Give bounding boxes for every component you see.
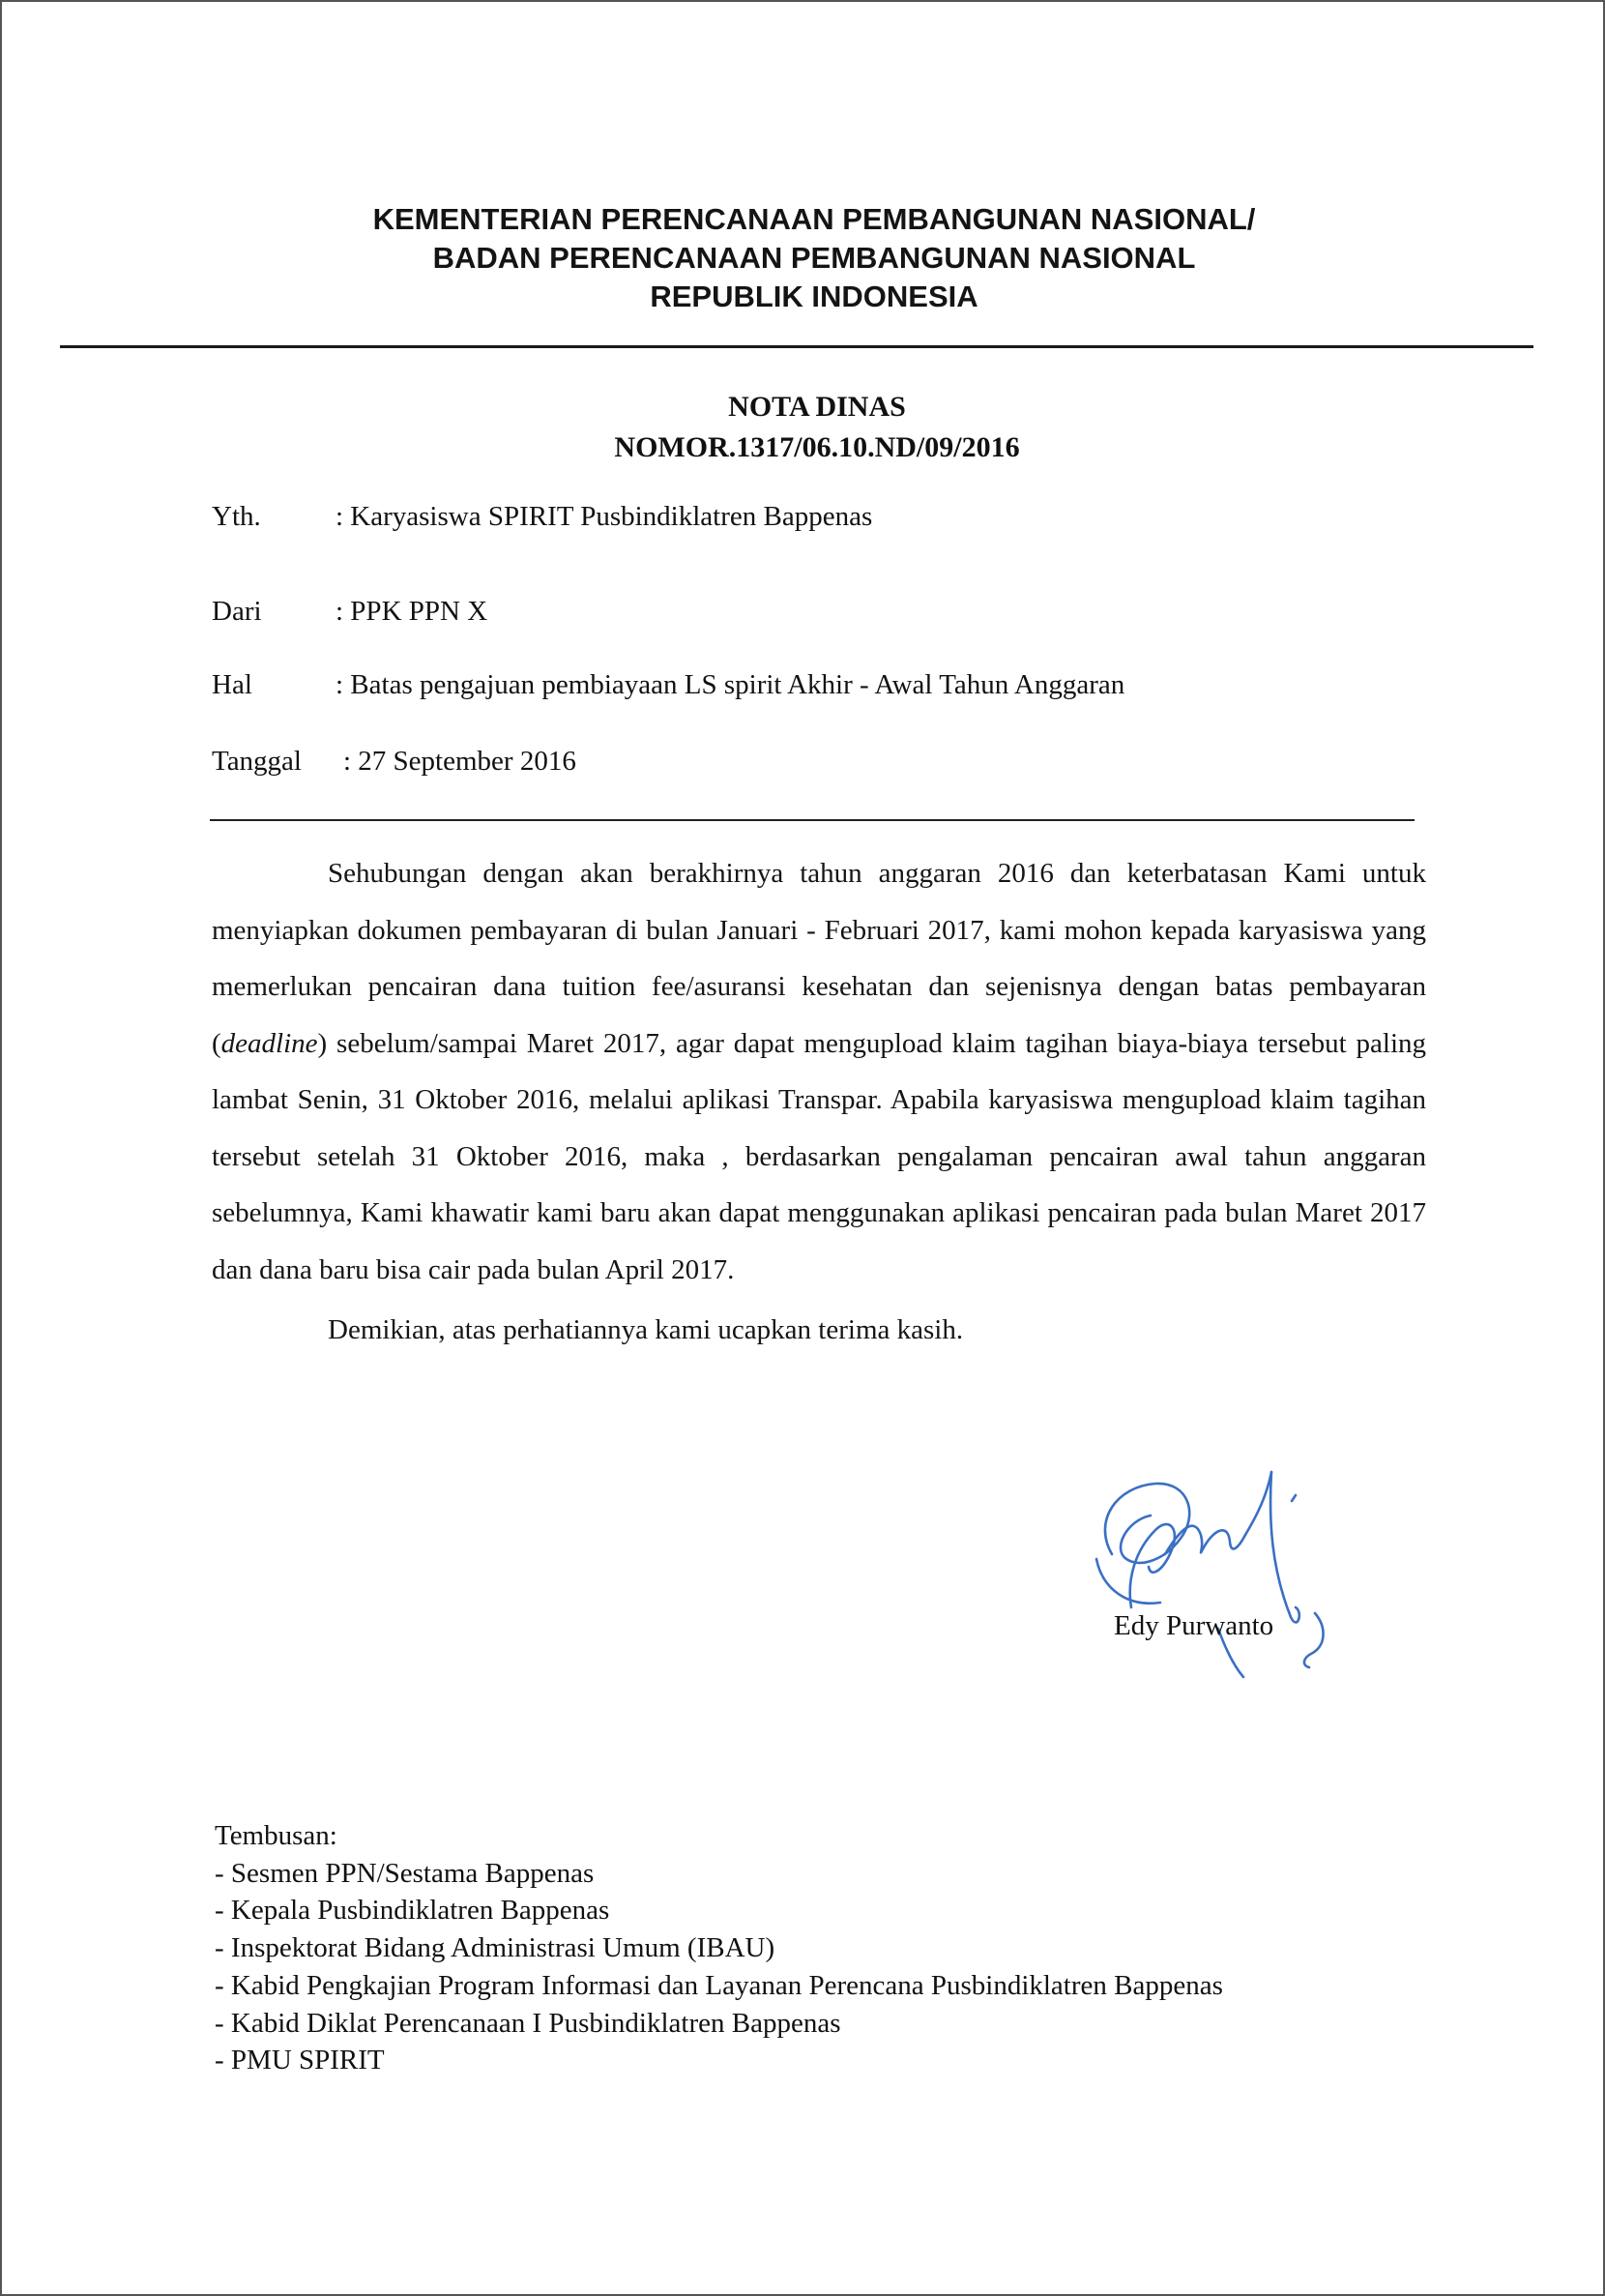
signer-name: Edy Purwanto: [1114, 1610, 1274, 1641]
ministry-header: [2, 200, 1605, 316]
cc-list: [215, 1855, 1223, 2079]
meta-to-label: Yth.: [212, 501, 261, 532]
closing-paragraph: Demikian, atas perhatiannya kami ucapkan terima kasih.: [328, 1314, 964, 1345]
ministry-line-1: KEMENTERIAN PERENCANAAN PEMBANGUNAN NASIONAL/: [372, 202, 1256, 236]
cc-title: Tembusan:: [215, 1820, 337, 1851]
signature-image: [1073, 1462, 1344, 1685]
meta-from-value: : PPK PPN X: [336, 596, 488, 627]
ministry-line-3: REPUBLIK INDONESIA: [650, 280, 978, 313]
body-italic-term: deadline: [220, 1027, 318, 1059]
memo-body: [212, 845, 1426, 1359]
meta-divider: [210, 819, 1415, 821]
body-text-part-1: Sehubungan dengan akan berakhirnya tahun anggaran 2016 dan keterbatasan Kami untuk menyiapkan dokumen pembayaran di bulan Januari - Februari 2017, kami mohon kepada karyasiswa yang memerlukan pencairan dana tuition fee/asuransi kesehatan dan sejenisnya dengan batas pembayaran (: [212, 858, 1426, 1059]
ministry-line-2: BADAN PERENCANAAN PEMBANGUNAN NASIONAL: [432, 241, 1196, 275]
cc-item: - Kabid Diklat Perencanaan I Pusbindiklatren Bappenas: [215, 2007, 841, 2039]
meta-to-value: : Karyasiswa SPIRIT Pusbindiklatren Bappenas: [336, 501, 873, 532]
meta-subject-label: Hal: [212, 669, 252, 700]
cc-item: - Sesmen PPN/Sestama Bappenas: [215, 1857, 595, 1889]
cc-item: - Kabid Pengkajian Program Informasi dan Layanan Perencana Pusbindiklatren Bappenas: [215, 1969, 1223, 2001]
body-text-part-2: ) sebelum/sampai Maret 2017, agar dapat mengupload klaim tagihan biaya-biaya tersebut paling lambat Senin, 31 Oktober 2016, melalui aplikasi Transpar. Apabila karyasiswa mengupload klaim tagihan tersebut setelah 31 Oktober 2016, maka , berdasarkan pengalaman pencairan awal tahun anggaran sebelumnya, Kami khawatir kami baru akan dapat menggunakan aplikasi pencairan pada bulan Maret 2017 dan dana baru bisa cair pada bulan April 2017.: [212, 1027, 1426, 1285]
body-paragraph: [212, 845, 1426, 1298]
memo-number: NOMOR.1317/06.10.ND/09/2016: [614, 431, 1020, 463]
meta-from-label: Dari: [212, 596, 262, 627]
cc-item: - PMU SPIRIT: [215, 2045, 385, 2076]
meta-date-value: : 27 September 2016: [343, 746, 576, 777]
cc-item: - Kepala Pusbindiklatren Bappenas: [215, 1895, 610, 1927]
carbon-copy-section: [215, 1817, 1223, 2079]
memo-heading: [2, 387, 1605, 468]
header-divider: [60, 345, 1533, 348]
memo-title: NOTA DINAS: [728, 391, 906, 423]
meta-date-label: Tanggal: [212, 746, 302, 777]
meta-subject-value: : Batas pengajuan pembiayaan LS spirit Akhir - Awal Tahun Anggaran: [336, 669, 1125, 700]
cc-item: - Inspektorat Bidang Administrasi Umum (IBAU): [215, 1932, 775, 1964]
